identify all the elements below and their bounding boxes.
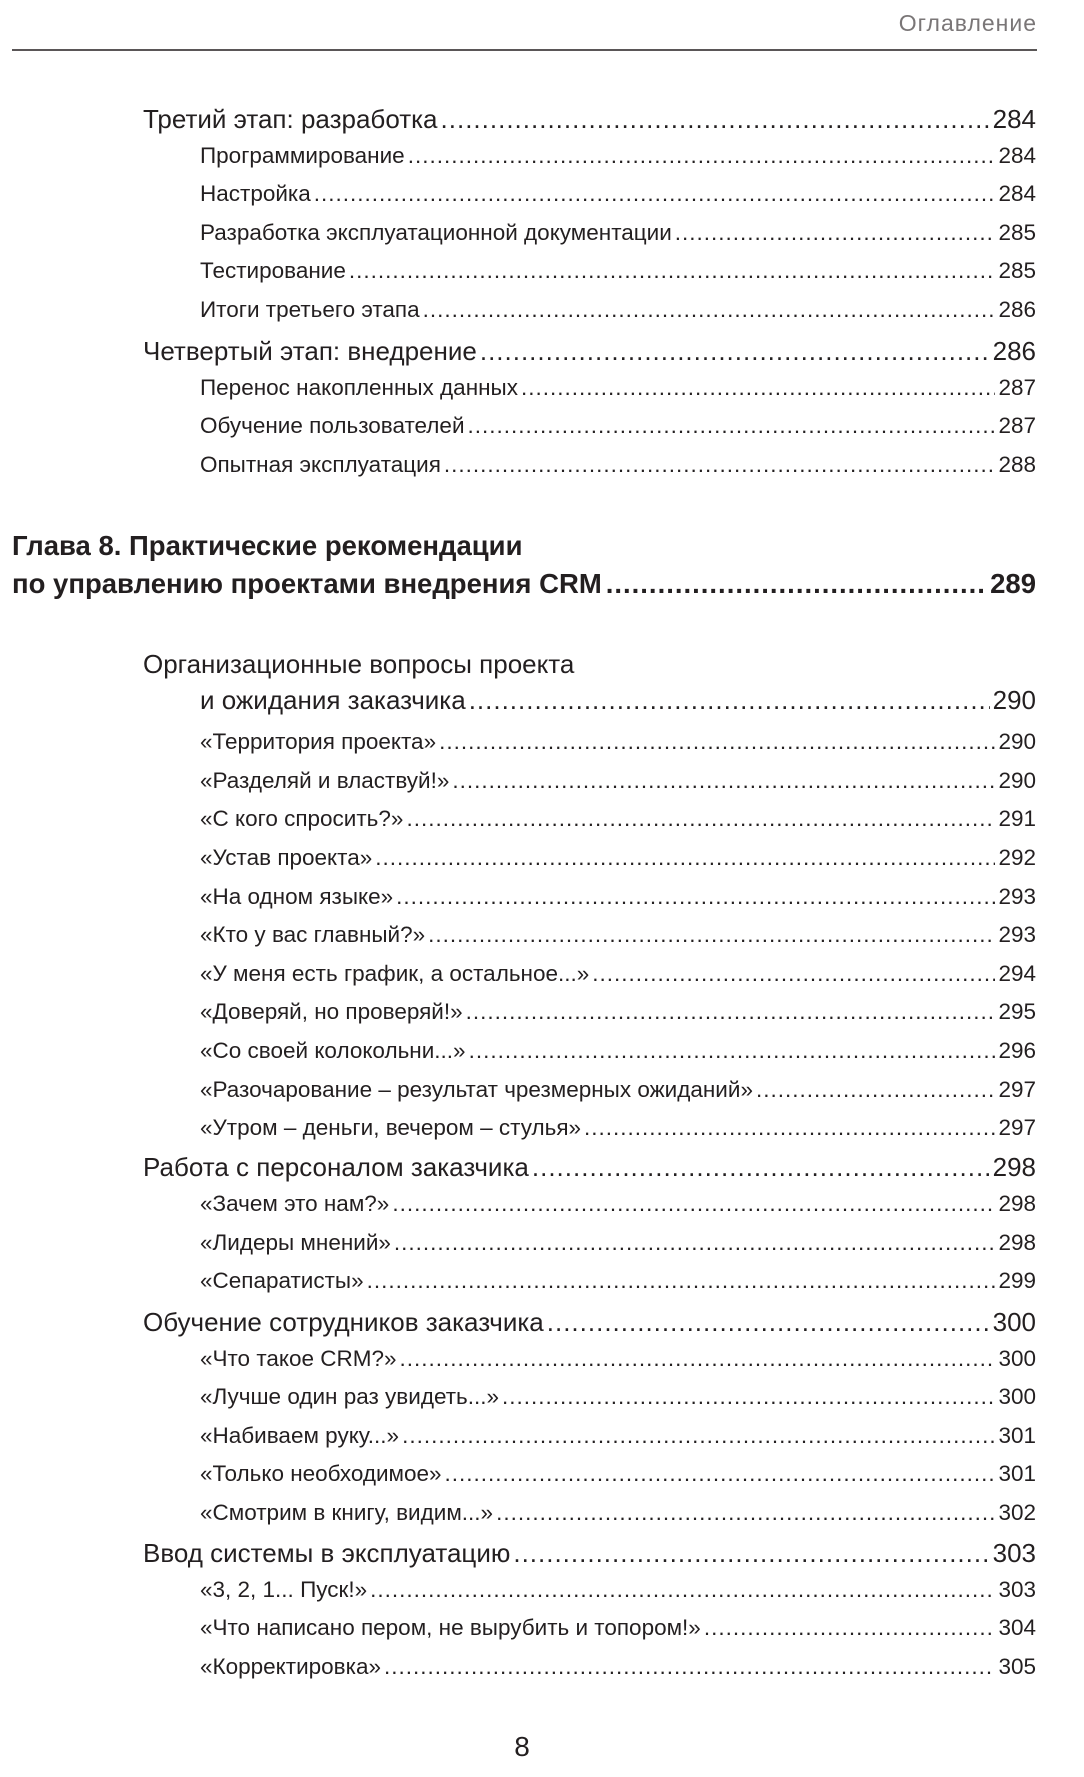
entry-label: «Со своей колокольни...» [200,1038,466,1063]
toc-subsection-entry[interactable] [200,999,1036,1025]
entry-label: Четвертый этап: внедрение [143,336,477,366]
toc-subsection-entry[interactable] [200,220,1036,246]
leader-dots [392,1191,995,1217]
chapter-8-entry[interactable] [12,530,1036,600]
leader-dots [584,1115,995,1141]
toc-subsection-entry[interactable] [200,452,1036,478]
leader-dots [367,1268,996,1294]
entry-page-number: 295 [998,999,1036,1024]
leader-dots [675,220,996,246]
entry-page-number: 300 [992,1307,1036,1337]
entry-label: «Кто у вас главный?» [200,922,426,947]
entry-page-number: 298 [998,1230,1036,1255]
entry-label: «Утром – деньги, вечером – стулья» [200,1115,582,1140]
toc-subsection-entry[interactable] [200,1115,1036,1141]
leader-dots [521,375,995,401]
entry-page-number: 284 [992,104,1036,134]
leader-dots [406,806,995,832]
toc-section-entry[interactable] [143,1152,1036,1183]
entry-label: «Устав проекта» [200,845,373,870]
entry-label: «Смотрим в книгу, видим...» [200,1500,494,1525]
entry-page-number: 297 [998,1115,1036,1140]
entry-label: Обучение пользователей [200,413,465,438]
leader-dots [532,1152,990,1183]
section-heading-line2: и ожидания заказчика [200,685,466,715]
entry-page-number: 286 [992,336,1036,366]
entry-label: Программирование [200,143,405,168]
entry-page-number: 302 [998,1500,1036,1525]
leader-dots [384,1654,995,1680]
toc-subsection-entry[interactable] [200,1654,1036,1680]
toc-subsection-entry[interactable] [200,375,1036,401]
toc-subsection-entry[interactable] [200,297,1036,323]
toc-subsection-entry[interactable] [200,1461,1036,1487]
section-heading-line1[interactable]: Организационные вопросы проекта [143,649,575,679]
entry-page-number: 300 [998,1346,1036,1371]
leader-dots [480,336,990,367]
entry-page-number: 290 [998,729,1036,754]
running-header: Оглавление [898,10,1037,36]
entry-label: «Только необходимое» [200,1461,442,1486]
entry-page-number: 298 [998,1191,1036,1216]
leader-dots [606,568,986,600]
entry-label: Тестирование [200,258,346,283]
chapter-title-line1: Глава 8. Практические рекомендации [12,530,523,561]
leader-dots [469,685,990,716]
entry-page-number: 285 [998,220,1036,245]
entry-label: «У меня есть график, а остальное...» [200,961,590,986]
leader-dots [496,1500,995,1526]
toc-subsection-entry[interactable] [200,181,1036,207]
toc-subsection-entry[interactable] [200,143,1036,169]
toc-subsection-entry[interactable] [200,1577,1036,1603]
entry-page-number: 303 [998,1577,1036,1602]
leader-dots [370,1577,995,1603]
entry-label: Настройка [200,181,311,206]
entry-page-number: 296 [998,1038,1036,1063]
entry-page-number: 292 [998,845,1036,870]
entry-label: Ввод системы в эксплуатацию [143,1538,511,1568]
toc-subsection-entry[interactable] [200,845,1036,871]
toc-subsection-entry[interactable] [200,1191,1036,1217]
leader-dots [439,729,995,755]
toc-subsection-entry[interactable] [200,884,1036,910]
leader-dots [466,999,996,1025]
toc-section-entry[interactable] [143,1538,1036,1569]
toc-subsection-entry[interactable] [200,1346,1036,1372]
entry-label: «Разделяй и властвуй!» [200,768,450,793]
entry-label: Третий этап: разработка [143,104,438,134]
entry-label: «3, 2, 1... Пуск!» [200,1577,368,1602]
entry-label: «Лучше один раз увидеть...» [200,1384,500,1409]
entry-label: «Территория проекта» [200,729,437,754]
entry-label: «Зачем это нам?» [200,1191,390,1216]
entry-page-number: 284 [998,181,1036,206]
entry-label: «Сепаратисты» [200,1268,364,1293]
entry-label: «Корректировка» [200,1654,381,1679]
toc-subsection-entry[interactable] [200,1077,1036,1103]
toc-subsection-entry[interactable] [200,729,1036,755]
leader-dots [375,845,995,871]
entry-page-number: 294 [998,961,1036,986]
entry-page-number: 286 [998,297,1036,322]
entry-page-number: 300 [998,1384,1036,1409]
toc-section-entry[interactable] [143,336,1036,367]
entry-label: «На одном языке» [200,884,394,909]
toc-subsection-entry[interactable] [200,413,1036,439]
section-heading-entry[interactable] [200,685,1036,716]
toc-subsection-entry[interactable] [200,1268,1036,1294]
entry-page-number: 301 [998,1423,1036,1448]
entry-label: «Что написано пером, не вырубить и топором!» [200,1615,701,1640]
leader-dots [502,1384,995,1410]
entry-label: «Что такое CRM?» [200,1346,397,1371]
toc-subsection-entry[interactable] [200,961,1036,987]
leader-dots [592,961,995,987]
entry-page-number: 287 [998,375,1036,400]
entry-page-number: 288 [998,452,1036,477]
header-rule [12,49,1037,51]
leader-dots [444,452,996,478]
entry-page-number: 304 [998,1615,1036,1640]
leader-dots [704,1615,996,1641]
leader-dots [314,181,996,207]
toc-subsection-entry[interactable] [200,1423,1036,1449]
entry-label: «Набиваем руку...» [200,1423,400,1448]
entry-label: Разработка эксплуатационной документации [200,220,672,245]
toc-subsection-entry[interactable] [200,806,1036,832]
toc-section-entry[interactable] [143,104,1036,135]
entry-page-number: 297 [998,1077,1036,1102]
leader-dots [394,1230,996,1256]
section-heading-page-number: 290 [992,685,1036,715]
toc-subsection-entry[interactable] [200,1230,1036,1256]
leader-dots [469,1038,996,1064]
entry-label: «Лидеры мнений» [200,1230,391,1255]
entry-label: «Доверяй, но проверяй!» [200,999,463,1024]
toc-subsection-entry[interactable] [200,768,1036,794]
leader-dots [428,922,995,948]
entry-label: «С кого спросить?» [200,806,404,831]
leader-dots [402,1423,995,1449]
toc-subsection-entry[interactable] [200,1500,1036,1526]
leader-dots [756,1077,996,1103]
entry-page-number: 284 [998,143,1036,168]
leader-dots [400,1346,996,1372]
entry-page-number: 299 [998,1268,1036,1293]
leader-dots [445,1461,996,1487]
entry-label: Перенос накопленных данных [200,375,518,400]
leader-dots [452,768,995,794]
leader-dots [441,104,990,135]
page-number: 8 [514,1731,530,1762]
entry-page-number: 291 [998,806,1036,831]
leader-dots [408,143,996,169]
entry-label: Опытная эксплуатация [200,452,441,477]
entry-page-number: 303 [992,1538,1036,1568]
leader-dots [468,413,996,439]
entry-page-number: 293 [998,922,1036,947]
entry-label: Обучение сотрудников заказчика [143,1307,544,1337]
chapter-title-line2: по управлению проектами внедрения CRM [12,568,602,599]
entry-label: Итоги третьего этапа [200,297,420,322]
toc-subsection-entry[interactable] [200,1384,1036,1410]
toc-subsection-entry[interactable] [200,258,1036,284]
entry-page-number: 298 [992,1152,1036,1182]
toc-subsection-entry[interactable] [200,1038,1036,1064]
entry-page-number: 290 [998,768,1036,793]
entry-label: Работа с персоналом заказчика [143,1152,529,1182]
entry-page-number: 305 [998,1654,1036,1679]
entry-page-number: 301 [998,1461,1036,1486]
entry-page-number: 293 [998,884,1036,909]
leader-dots [547,1307,990,1338]
chapter-page-number: 289 [990,568,1036,599]
leader-dots [513,1538,989,1569]
toc-subsection-entry[interactable] [200,1615,1036,1641]
entry-page-number: 285 [998,258,1036,283]
entry-page-number: 287 [998,413,1036,438]
leader-dots [349,258,996,284]
leader-dots [396,884,995,910]
toc-subsection-entry[interactable] [200,922,1036,948]
entry-label: «Разочарование – результат чрезмерных ожиданий» [200,1077,753,1102]
leader-dots [423,297,996,323]
toc-section-entry[interactable] [143,1307,1036,1338]
